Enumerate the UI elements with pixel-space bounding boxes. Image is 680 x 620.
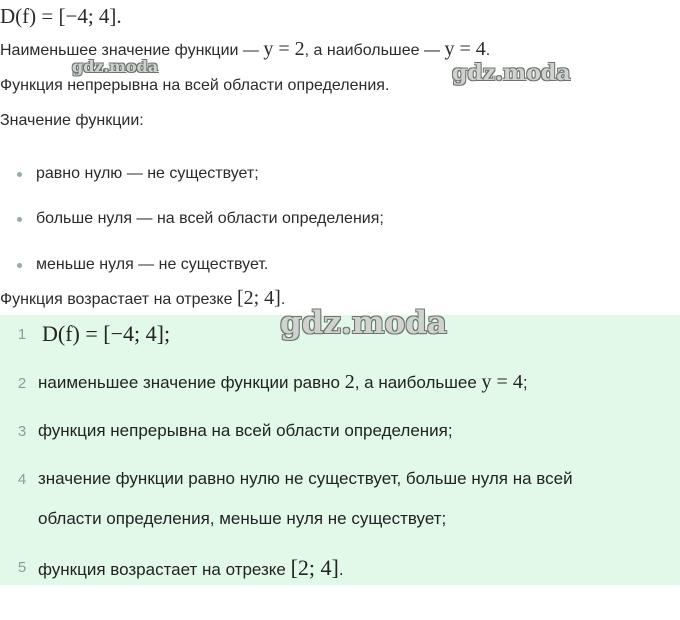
max-value-formula: y = 4: [444, 38, 486, 60]
minmax-text-2: , а наибольшее —: [304, 42, 445, 59]
answer-item-values-line-2: области определения, меньше нуля не существует;: [38, 509, 447, 528]
watermark-logo: gdz.moda: [452, 60, 571, 86]
answer-box: [0, 315, 680, 585]
answer-increasing-text: функция возрастает на отрезке: [38, 560, 291, 579]
domain-formula: D(f) = [−4; 4].: [0, 4, 122, 28]
answer-minmax-text-1: наименьшее значение функции равно: [38, 373, 345, 392]
answer-max-formula: y = 4: [481, 371, 523, 393]
bullet-dot-icon: [17, 217, 22, 222]
answer-item-increasing: [38, 555, 344, 581]
answer-number: 5: [17, 559, 27, 576]
answer-min-formula: 2: [344, 371, 355, 393]
watermark-logo: gdz.moda: [280, 305, 447, 341]
bullet-dot-icon: [17, 172, 22, 177]
continuity-statement: Функция непрерывна на всей области определения.: [0, 77, 390, 94]
list-item-text: меньше нуля — не существует.: [36, 256, 269, 273]
watermark-logo: gdz.moda: [72, 57, 159, 76]
answer-increasing-end: .: [338, 560, 344, 579]
increasing-text: Функция возрастает на отрезке: [0, 291, 237, 308]
bullet-dot-icon: [17, 263, 22, 268]
domain-statement: [0, 6, 122, 26]
answer-item-values-line-1: значение функции равно нулю не существует, больше нуля на всей: [38, 469, 573, 488]
answer-item-domain: D(f) = [−4; 4];: [42, 321, 171, 346]
answer-item-continuity: функция непрерывна на всей области определения;: [38, 421, 453, 440]
answer-increasing-formula: [2; 4]: [290, 555, 339, 580]
list-item: [0, 209, 680, 229]
increasing-end: .: [280, 291, 286, 308]
answer-number: 1: [17, 326, 27, 343]
answer-number: 4: [17, 471, 27, 488]
list-item-text: больше нуля — на всей области определения;: [36, 210, 384, 227]
increasing-interval-formula: [2; 4]: [236, 287, 281, 309]
list-item-text: равно нулю — не существует;: [36, 165, 259, 182]
increasing-statement: [0, 288, 285, 310]
answer-number: 2: [17, 375, 27, 392]
answer-number: 3: [17, 423, 27, 440]
answer-item-minmax: [38, 371, 528, 394]
min-value-formula: y = 2: [263, 38, 305, 60]
list-item: [0, 164, 680, 184]
minmax-text-1: Наименьшее значение функции —: [0, 42, 264, 59]
value-heading: Значение функции:: [0, 112, 144, 129]
answer-minmax-text-3: ;: [522, 373, 528, 392]
answer-minmax-text-2: , а наибольшее: [354, 373, 482, 392]
list-item: [0, 255, 680, 275]
minmax-text-3: .: [485, 42, 491, 59]
